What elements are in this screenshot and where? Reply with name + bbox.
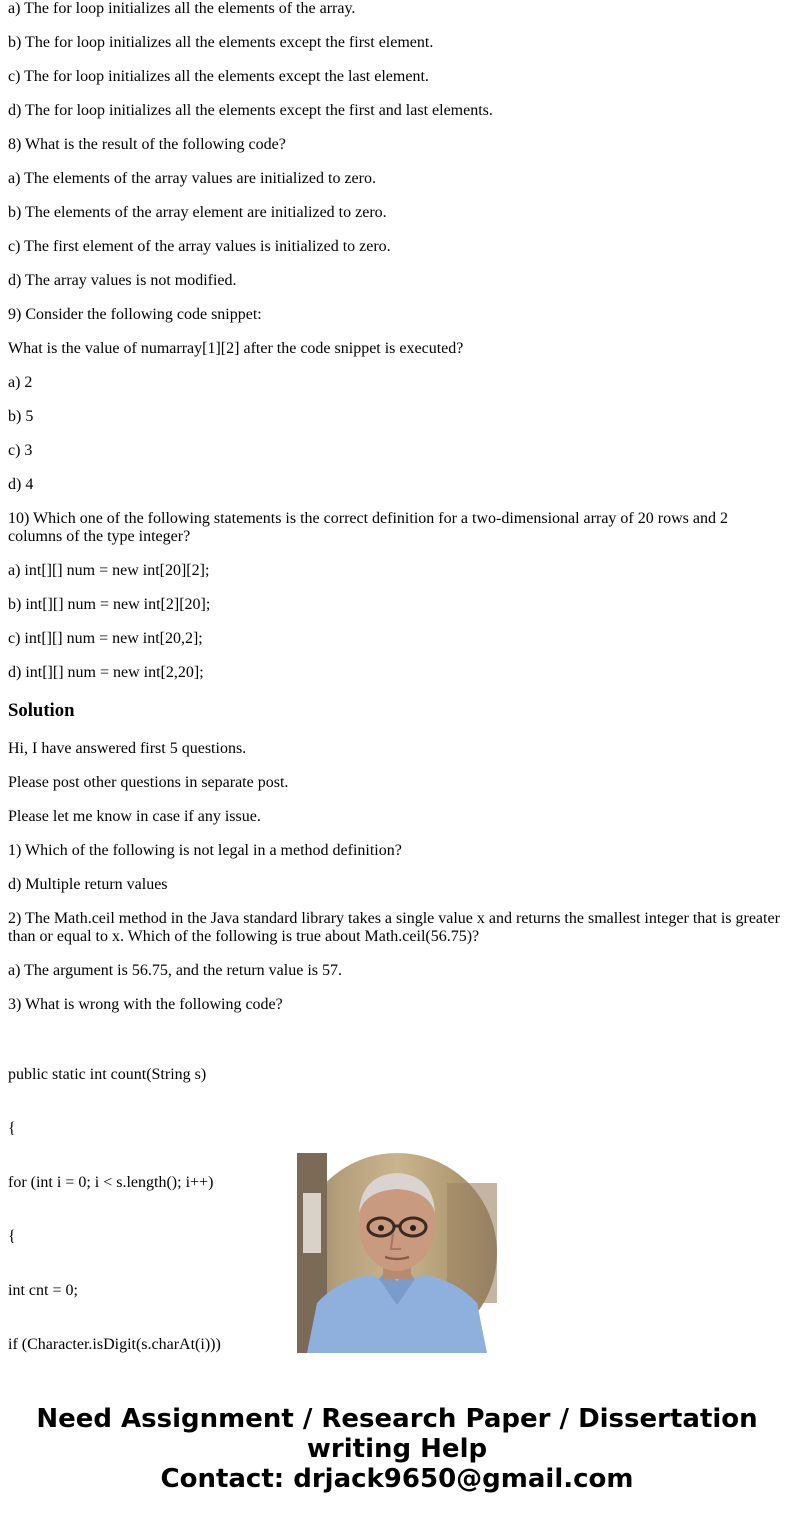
document-content (8, 0, 786, 1353)
option-text: a) int[][] num = new int[20][2]; (8, 562, 210, 579)
promo-line-2: writing Help (306, 1434, 488, 1464)
option-text: b) int[][] num = new int[2][20]; (8, 596, 211, 613)
question-text: What is the value of numarray[1][2] after the code snippet is executed? (8, 340, 464, 357)
code-line: if (Character.isDigit(s.charAt(i))) (8, 1336, 221, 1353)
author-avatar (297, 1153, 497, 1353)
option-text: b) 5 (8, 408, 34, 425)
question-text: 1) Which of the following is not legal in a method definition? (8, 842, 402, 859)
question-text: 8) What is the result of the following code? (8, 136, 286, 153)
option-text: d) The array values is not modified. (8, 272, 237, 289)
code-line: { (8, 1228, 16, 1245)
code-line: public static int count(String s) (8, 1066, 207, 1083)
option-text: d) 4 (8, 476, 34, 493)
option-text: c) The first element of the array values is initialized to zero. (8, 238, 391, 255)
code-line: { (8, 1120, 16, 1137)
option-text: c) 3 (8, 442, 33, 459)
option-text: a) The elements of the array values are initialized to zero. (8, 170, 376, 187)
option-text: a) 2 (8, 374, 33, 391)
option-text: a) The for loop initializes all the elements of the array. (8, 0, 356, 17)
question-text: 2) The Math.ceil method in the Java standard library takes a single value x and returns the smallest integer that is greater than or equal to x. Which of the following is true about Math.ceil(56.75)? (8, 910, 780, 945)
code-line: int cnt = 0; (8, 1282, 78, 1299)
option-text: c) int[][] num = new int[20,2]; (8, 630, 203, 647)
solution-text: Please post other questions in separate post. (8, 774, 289, 791)
promo-banner (0, 1404, 794, 1494)
option-text: d) int[][] num = new int[2,20]; (8, 664, 204, 681)
answer-text: d) Multiple return values (8, 876, 168, 893)
author-photo (297, 1153, 497, 1353)
option-text: b) The for loop initializes all the elements except the first element. (8, 34, 434, 51)
option-text: d) The for loop initializes all the elements except the first and last elements. (8, 102, 493, 119)
promo-line-1: Need Assignment / Research Paper / Dissertation (36, 1404, 758, 1434)
option-text: b) The elements of the array element are initialized to zero. (8, 204, 387, 221)
question-text: 9) Consider the following code snippet: (8, 306, 262, 323)
promo-contact: Contact: drjack9650@gmail.com (160, 1464, 634, 1494)
question-text: 10) Which one of the following statements is the correct definition for a two-dimensional array of 20 rows and 2 columns of the type integer? (8, 510, 728, 545)
code-line: for (int i = 0; i < s.length(); i++) (8, 1174, 214, 1191)
solution-text: Hi, I have answered first 5 questions. (8, 740, 247, 757)
answer-text: a) The argument is 56.75, and the return value is 57. (8, 962, 342, 979)
solution-text: Please let me know in case if any issue. (8, 808, 261, 825)
solution-heading: Solution (8, 700, 75, 721)
question-text: 3) What is wrong with the following code? (8, 996, 283, 1013)
option-text: c) The for loop initializes all the elements except the last element. (8, 68, 429, 85)
